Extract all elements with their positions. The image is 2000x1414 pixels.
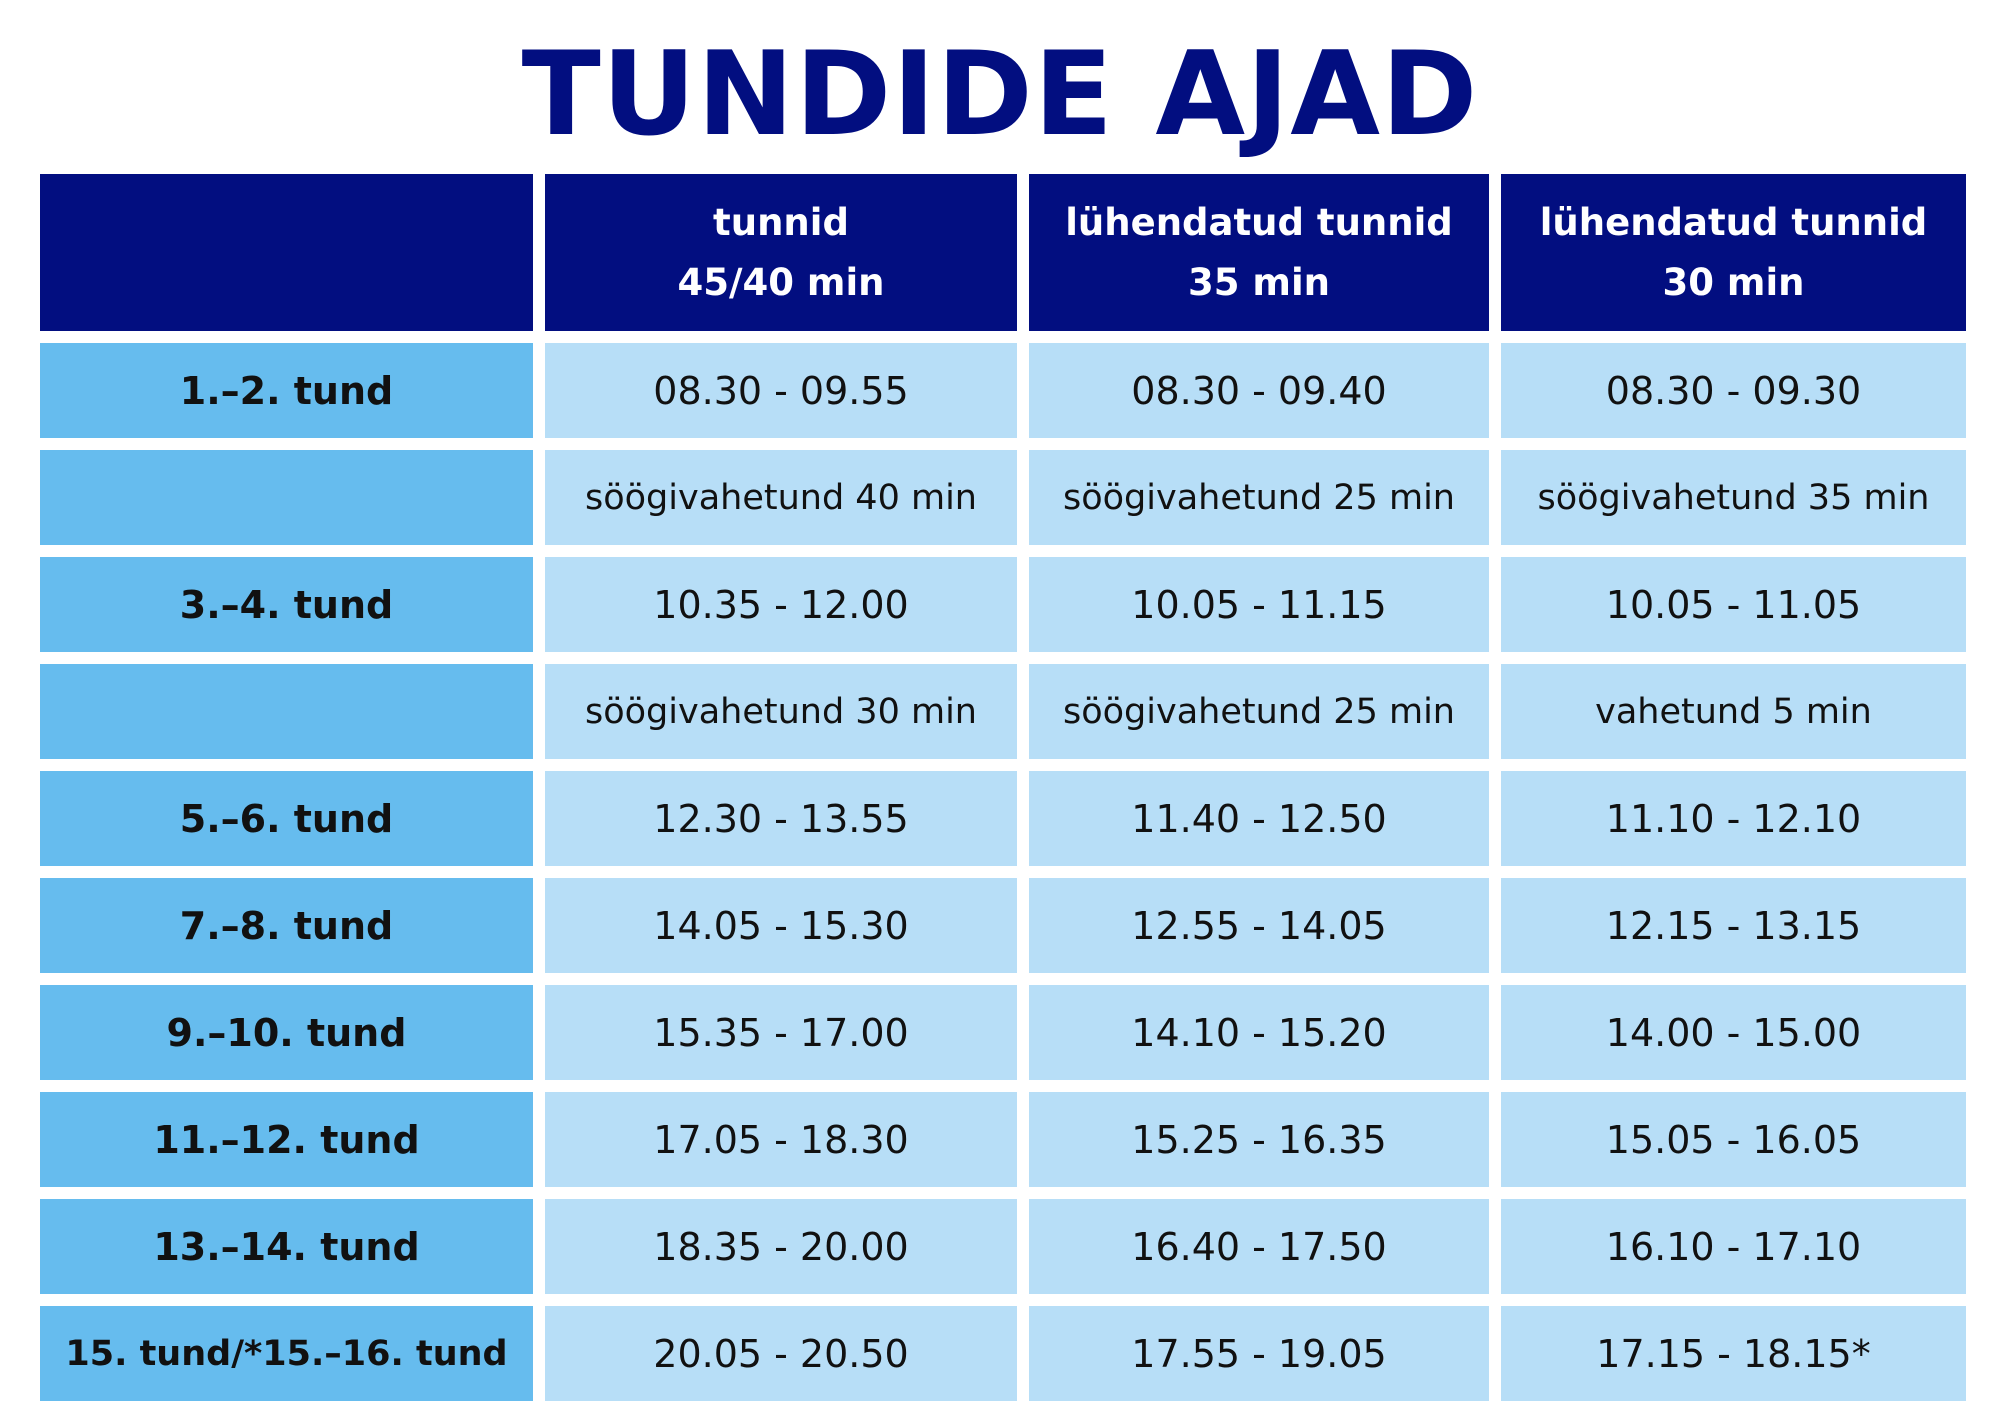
- table-cell: söögivahetund 30 min: [545, 664, 1017, 759]
- table-cell: 08.30 - 09.55: [545, 343, 1017, 438]
- table-cell: 14.00 - 15.00: [1501, 985, 1966, 1080]
- row-label: 13.–14. tund: [40, 1199, 533, 1294]
- table-cell: söögivahetund 35 min: [1501, 450, 1966, 545]
- header-line1: lühendatud tunnid: [1065, 200, 1453, 244]
- table-cell: 11.40 - 12.50: [1029, 771, 1489, 866]
- header-line1: lühendatud tunnid: [1539, 200, 1928, 244]
- header-line2: 30 min: [1662, 260, 1805, 304]
- table-cell: 20.05 - 20.50: [545, 1306, 1017, 1401]
- table-cell: 10.05 - 11.05: [1501, 557, 1966, 652]
- table-cell: 15.35 - 17.00: [545, 985, 1017, 1080]
- page-title: TUNDIDE AJAD: [521, 27, 1479, 162]
- row-label: 7.–8. tund: [40, 878, 533, 973]
- header-cell-30min: [1501, 174, 1966, 331]
- table-cell: 16.10 - 17.10: [1501, 1199, 1966, 1294]
- table-cell: 08.30 - 09.40: [1029, 343, 1489, 438]
- row-label: 1.–2. tund: [40, 343, 533, 438]
- table-cell: vahetund 5 min: [1501, 664, 1966, 759]
- table-cell: 12.15 - 13.15: [1501, 878, 1966, 973]
- header-cell-empty: [40, 174, 533, 331]
- row-label: 9.–10. tund: [40, 985, 533, 1080]
- header-cell-35min: [1029, 174, 1489, 331]
- table-cell: 16.40 - 17.50: [1029, 1199, 1489, 1294]
- table-cell: 17.15 - 18.15*: [1501, 1306, 1966, 1401]
- table-cell: 10.35 - 12.00: [545, 557, 1017, 652]
- table-cell: 15.25 - 16.35: [1029, 1092, 1489, 1187]
- header-cell-tunnid: [545, 174, 1017, 331]
- table-cell: 12.30 - 13.55: [545, 771, 1017, 866]
- table-cell: 14.05 - 15.30: [545, 878, 1017, 973]
- table-cell: 17.55 - 19.05: [1029, 1306, 1489, 1401]
- header-line2: 45/40 min: [677, 260, 885, 304]
- row-label: 15. tund/*15.–16. tund: [40, 1306, 533, 1401]
- table-cell: 12.55 - 14.05: [1029, 878, 1489, 973]
- table-cell: söögivahetund 25 min: [1029, 664, 1489, 759]
- table-cell: 17.05 - 18.30: [545, 1092, 1017, 1187]
- row-label: 3.–4. tund: [40, 557, 533, 652]
- table-cell: söögivahetund 25 min: [1029, 450, 1489, 545]
- header-line1: tunnid: [713, 200, 849, 244]
- row-label: [40, 664, 533, 759]
- table-cell: 14.10 - 15.20: [1029, 985, 1489, 1080]
- row-label: 11.–12. tund: [40, 1092, 533, 1187]
- row-label: [40, 450, 533, 545]
- row-label: 5.–6. tund: [40, 771, 533, 866]
- table-cell: söögivahetund 40 min: [545, 450, 1017, 545]
- header-line2: 35 min: [1188, 260, 1330, 304]
- table-cell: 08.30 - 09.30: [1501, 343, 1966, 438]
- table-cell: 11.10 - 12.10: [1501, 771, 1966, 866]
- table-cell: 10.05 - 11.15: [1029, 557, 1489, 652]
- table-cell: 15.05 - 16.05: [1501, 1092, 1966, 1187]
- table-cell: 18.35 - 20.00: [545, 1199, 1017, 1294]
- schedule-table: [40, 174, 1968, 1401]
